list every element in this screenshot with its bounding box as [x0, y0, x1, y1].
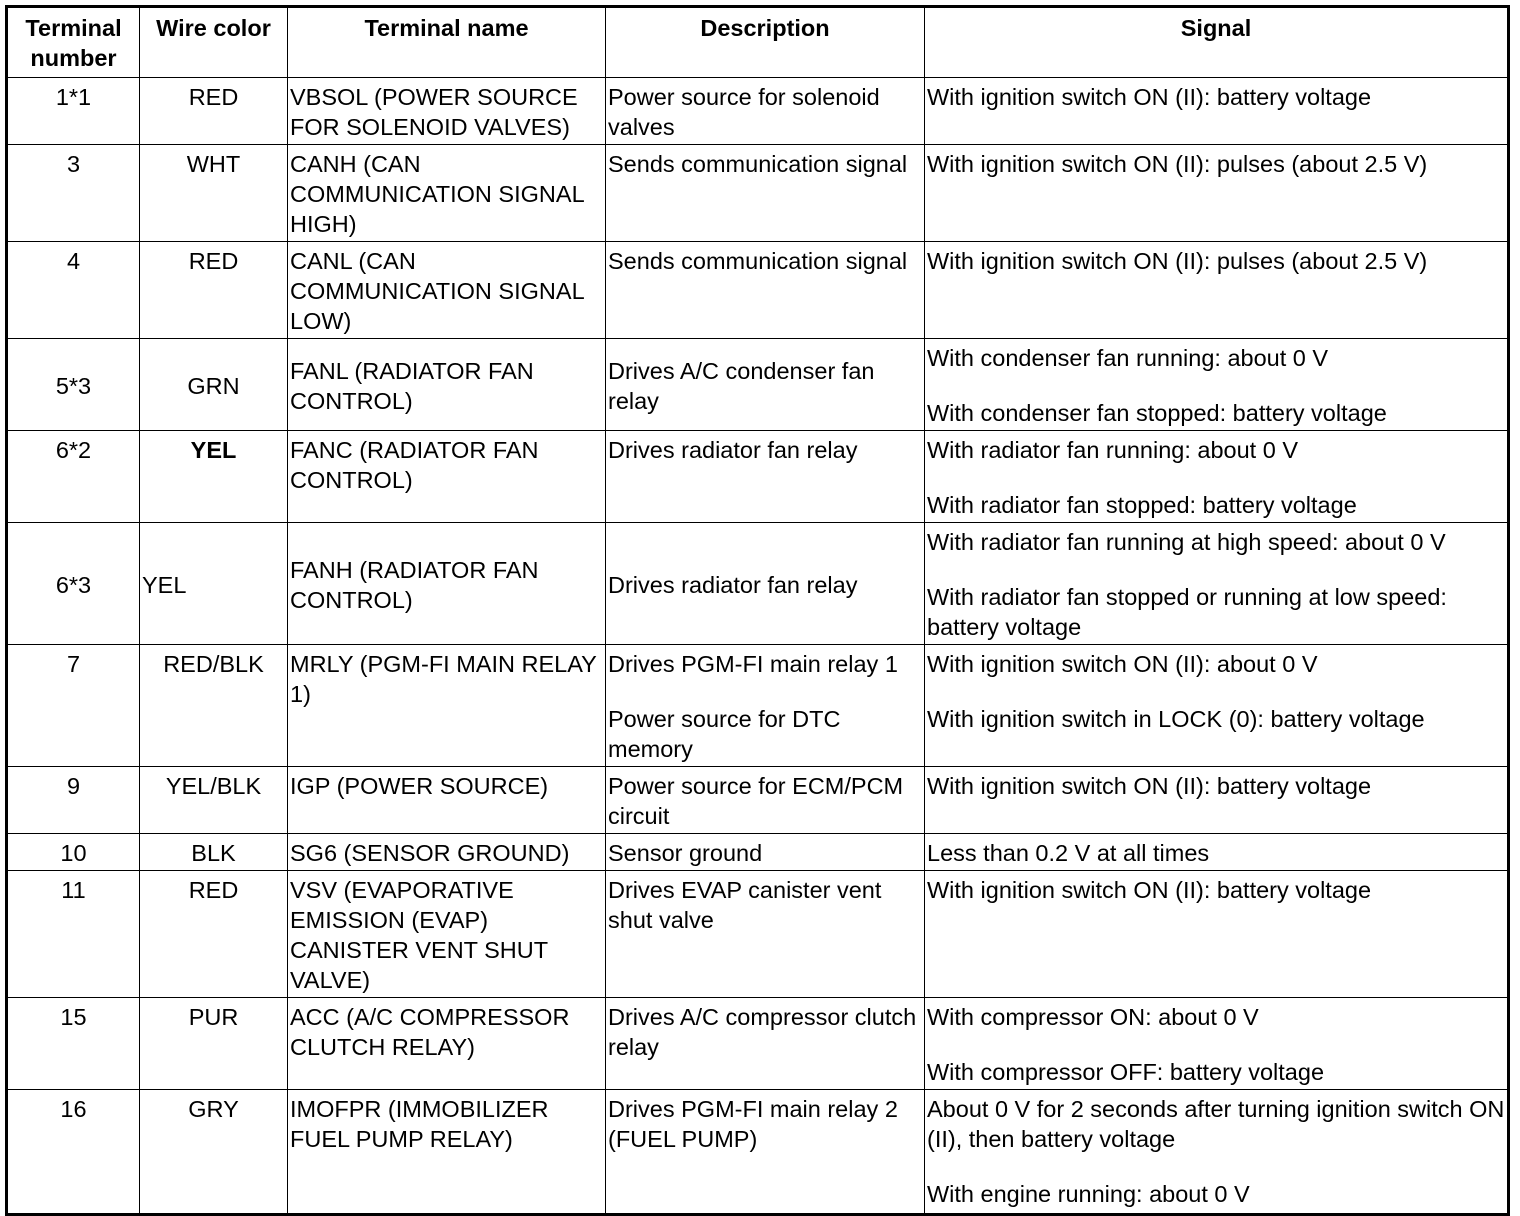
wire-color-cell: YEL/BLK	[140, 767, 288, 834]
signal-line: With ignition switch ON (II): about 0 V	[927, 651, 1318, 677]
terminal-name-cell: FANL (RADIATOR FAN CONTROL)	[288, 339, 606, 431]
signal-cell	[925, 145, 1509, 242]
description-cell	[606, 431, 925, 523]
description-cell	[606, 145, 925, 242]
description-line: Drives A/C compressor clutch relay	[608, 1004, 917, 1060]
table-row	[7, 523, 1509, 645]
signal-cell	[925, 998, 1509, 1090]
table-row	[7, 767, 1509, 834]
terminal-name-cell: ACC (A/C COMPRESSOR CLUTCH RELAY)	[288, 998, 606, 1090]
signal-line: With ignition switch ON (II): battery voltage	[927, 773, 1372, 799]
table-row	[7, 242, 1509, 339]
terminal-number-cell: 15	[7, 998, 140, 1090]
terminal-number-cell: 3	[7, 145, 140, 242]
terminal-number-cell: 9	[7, 767, 140, 834]
signal-cell	[925, 431, 1509, 523]
wire-color-cell: WHT	[140, 145, 288, 242]
description-cell	[606, 78, 925, 145]
signal-cell	[925, 1090, 1509, 1215]
description-line: Sends communication signal	[608, 248, 908, 274]
terminal-name-cell: MRLY (PGM-FI MAIN RELAY 1)	[288, 645, 606, 767]
description-line: Drives radiator fan relay	[608, 437, 858, 463]
description-cell	[606, 339, 925, 431]
description-cell	[606, 871, 925, 998]
signal-cell	[925, 871, 1509, 998]
table-row	[7, 1090, 1509, 1215]
description-cell	[606, 834, 925, 871]
signal-cell	[925, 767, 1509, 834]
terminal-number-cell: 5*3	[7, 339, 140, 431]
terminal-number-cell: 11	[7, 871, 140, 998]
description-line: Drives PGM-FI main relay 1	[608, 651, 898, 677]
terminal-name-cell: CANL (CAN COMMUNICATION SIGNAL LOW)	[288, 242, 606, 339]
description-cell	[606, 523, 925, 645]
wire-color-cell: PUR	[140, 998, 288, 1090]
terminal-number-cell: 16	[7, 1090, 140, 1215]
table-row	[7, 998, 1509, 1090]
terminal-number-cell: 4	[7, 242, 140, 339]
wire-color-cell: GRY	[140, 1090, 288, 1215]
table-row	[7, 645, 1509, 767]
wire-color-cell: RED	[140, 78, 288, 145]
signal-line: With radiator fan running at high speed: about 0 V	[927, 529, 1446, 555]
description-line: Power source for DTC memory	[608, 706, 841, 762]
header-terminal-name: Terminal name	[288, 7, 606, 78]
signal-line: With ignition switch ON (II): battery voltage	[927, 877, 1372, 903]
description-cell	[606, 767, 925, 834]
signal-line: About 0 V for 2 seconds after turning ignition switch ON (II), then battery voltage	[927, 1096, 1505, 1152]
description-line: Sends communication signal	[608, 151, 908, 177]
wire-color-cell: RED	[140, 871, 288, 998]
wire-color-cell: YEL	[140, 431, 288, 523]
terminal-name-cell: VBSOL (POWER SOURCE FOR SOLENOID VALVES)	[288, 78, 606, 145]
signal-line: With radiator fan stopped: battery voltage	[927, 492, 1357, 518]
signal-line: With ignition switch ON (II): battery voltage	[927, 84, 1372, 110]
table-row	[7, 78, 1509, 145]
signal-line: With condenser fan stopped: battery voltage	[927, 400, 1387, 426]
header-description: Description	[606, 7, 925, 78]
wire-color-cell: RED	[140, 242, 288, 339]
signal-cell	[925, 242, 1509, 339]
description-line: Drives radiator fan relay	[608, 571, 858, 598]
description-cell	[606, 1090, 925, 1215]
wire-color-cell: BLK	[140, 834, 288, 871]
header-terminal-number: Terminal number	[7, 7, 140, 78]
wire-color-cell: RED/BLK	[140, 645, 288, 767]
terminal-number-cell: 7	[7, 645, 140, 767]
description-cell	[606, 645, 925, 767]
terminal-number-cell: 1*1	[7, 78, 140, 145]
signal-line: With compressor OFF: battery voltage	[927, 1059, 1325, 1085]
description-line: Sensor ground	[608, 840, 763, 866]
table-row	[7, 834, 1509, 871]
terminal-name-cell: FANH (RADIATOR FAN CONTROL)	[288, 523, 606, 645]
wire-color-cell: GRN	[140, 339, 288, 431]
header-signal: Signal	[925, 7, 1509, 78]
terminal-table	[5, 5, 1510, 1216]
signal-line: With ignition switch ON (II): pulses (about 2.5 V)	[927, 248, 1428, 274]
signal-line: With compressor ON: about 0 V	[927, 1004, 1259, 1030]
table-row	[7, 431, 1509, 523]
description-line: Drives EVAP canister vent shut valve	[608, 877, 882, 933]
terminal-number-cell: 6*2	[7, 431, 140, 523]
signal-line: With condenser fan running: about 0 V	[927, 345, 1329, 371]
terminal-number-cell: 10	[7, 834, 140, 871]
description-cell	[606, 242, 925, 339]
wire-color-cell: YEL	[140, 523, 288, 645]
terminal-number-cell: 6*3	[7, 523, 140, 645]
table-row	[7, 339, 1509, 431]
signal-cell	[925, 339, 1509, 431]
description-line: Power source for ECM/PCM circuit	[608, 773, 904, 829]
signal-cell	[925, 834, 1509, 871]
description-line: Power source for solenoid valves	[608, 84, 880, 140]
terminal-name-cell: FANC (RADIATOR FAN CONTROL)	[288, 431, 606, 523]
signal-line: With ignition switch ON (II): pulses (about 2.5 V)	[927, 151, 1428, 177]
header-row	[7, 7, 1509, 78]
table-row	[7, 871, 1509, 998]
table-row	[7, 145, 1509, 242]
signal-line: Less than 0.2 V at all times	[927, 840, 1210, 866]
description-line: Drives A/C condenser fan relay	[608, 357, 875, 414]
terminal-name-cell: IGP (POWER SOURCE)	[288, 767, 606, 834]
description-cell	[606, 998, 925, 1090]
terminal-name-cell: IMOFPR (IMMOBILIZER FUEL PUMP RELAY)	[288, 1090, 606, 1215]
terminal-name-cell: VSV (EVAPORATIVE EMISSION (EVAP) CANISTER VENT SHUT VALVE)	[288, 871, 606, 998]
terminal-name-cell: SG6 (SENSOR GROUND)	[288, 834, 606, 871]
terminal-name-cell: CANH (CAN COMMUNICATION SIGNAL HIGH)	[288, 145, 606, 242]
signal-cell	[925, 78, 1509, 145]
signal-cell	[925, 523, 1509, 645]
signal-line: With ignition switch in LOCK (0): battery voltage	[927, 706, 1425, 732]
signal-line: With radiator fan stopped or running at low speed: battery voltage	[927, 584, 1447, 640]
header-wire-color: Wire color	[140, 7, 288, 78]
signal-line: With engine running: about 0 V	[927, 1181, 1250, 1207]
signal-cell	[925, 645, 1509, 767]
signal-line: With radiator fan running: about 0 V	[927, 437, 1298, 463]
description-line: Drives PGM-FI main relay 2 (FUEL PUMP)	[608, 1096, 898, 1152]
